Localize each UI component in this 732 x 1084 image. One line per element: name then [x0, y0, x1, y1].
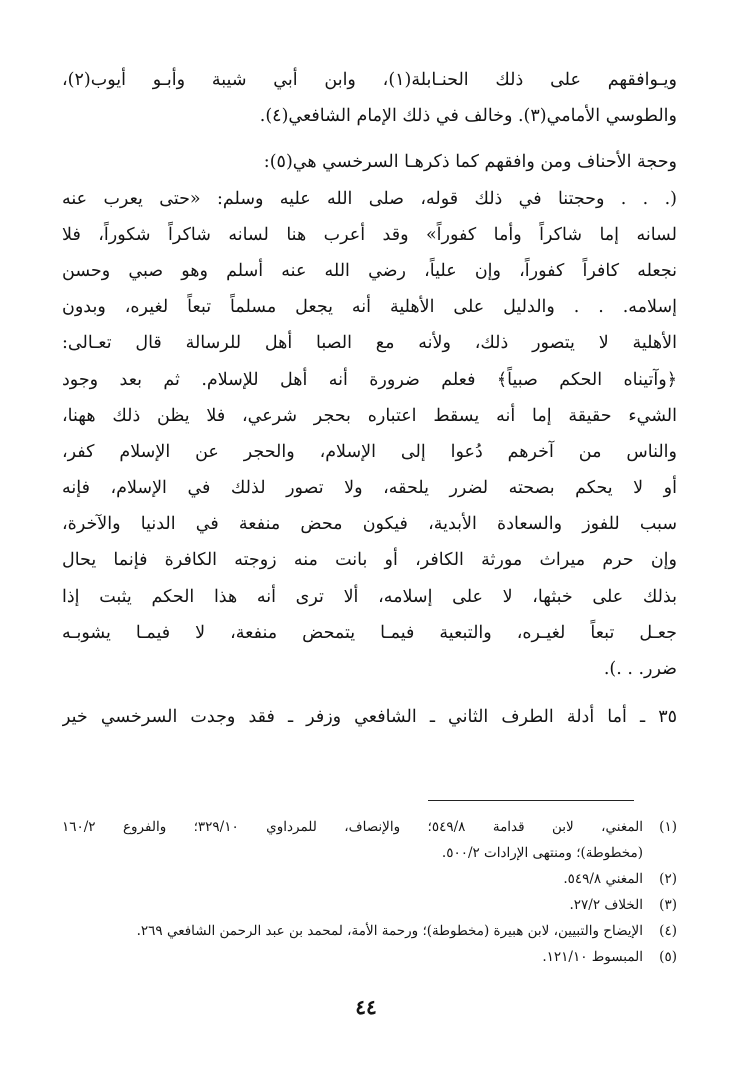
text-line: نجعله كافراً كفوراً، وإن علياً، رضي الله عنه أسلم وهو صبي وحسن — [62, 260, 677, 281]
footnote-number: (٢) — [659, 871, 677, 887]
footnote-text — [62, 918, 643, 944]
footnote-line: المغني، لابن قدامة ٥٤٩/٨؛ والإنصاف، للمرداوي ٣٢٩/١٠؛ والفروع ١٦٠/٢ — [62, 819, 643, 835]
text-line: (. . . وحجتنا في ذلك قوله، صلى الله عليه وسلم: «حتى يعرب عنه — [62, 188, 677, 209]
paragraph-1 — [62, 62, 677, 134]
paragraph-2 — [62, 144, 677, 687]
paragraph-3 — [62, 699, 677, 735]
footnote-line: المغني ٥٤٩/٨. — [563, 871, 643, 887]
footnotes — [62, 814, 677, 970]
footnote-item — [62, 892, 677, 918]
footnote-text — [62, 944, 643, 970]
footnote-text — [62, 814, 643, 866]
text-line: أو لا يحكم بصحته لضرر يلحقه، ولا تصور لذلك في الإسلام، فإنه — [62, 478, 677, 499]
text-line: سبب للفوز والسعادة الأبدية، فيكون محض منفعة في الدنيا والآخرة، — [62, 514, 677, 535]
footnote-number: (٤) — [659, 923, 677, 939]
text-line: والناس من آخرهم دُعوا إلى الإسلام، والحجر عن الإسلام كفر، — [62, 441, 677, 462]
footnote-number: (٥) — [659, 949, 677, 965]
footnote-number: (٣) — [659, 897, 677, 913]
text-line: إسلامه. . . والدليل على الأهلية أنه يجعل مسلماً تبعاً لغيره، وبدون — [62, 297, 677, 318]
footnote-text — [62, 892, 643, 918]
footnote-line: الخلاف ٢٧/٢. — [569, 897, 643, 913]
text-line: وإن حرم ميراث مورثة الكافر، أو بانت منه زوجته الكافرة فإنما يحال — [62, 550, 677, 571]
footnote-divider — [428, 800, 634, 801]
text-line: ﴿وآتيناه الحكم صبياً﴾ فعلم ضرورة أنه أهل للإسلام. ثم بعد وجود — [62, 369, 677, 390]
footnote-item — [62, 866, 677, 892]
main-text — [62, 62, 677, 735]
text-line: والطوسي الأمامي(٣). وخالف في ذلك الإمام الشافعي(٤). — [259, 106, 677, 127]
footnote-text — [62, 866, 643, 892]
footnote-item — [62, 944, 677, 970]
text-line: بذلك على خبثها، لا على إسلامه، ألا ترى أنه هذا الحكم يثبت إذا — [62, 586, 677, 607]
text-line: ضرر. . .). — [603, 659, 677, 679]
footnote-line: (مخطوطة)؛ ومنتهى الإرادات ٥٠٠/٢. — [441, 845, 643, 861]
text-line: وحجة الأحناف ومن وافقهم كما ذكرهـا السرخسي هي(٥): — [263, 152, 677, 173]
text-line: ويـوافقهم على ذلك الحنـابلة(١)، وابن أبي شيبة وأبـو أيوب(٢)، — [62, 70, 677, 90]
text-line: لسانه إما شاكراً وأما كفوراً» وقد أعرب هنا لسانه شاكراً شكوراً، فلا — [62, 224, 677, 245]
footnote-item — [62, 814, 677, 866]
text-line: الشيء حقيقة إما أنه يسقط اعتباره بحجر شرعي، فلا يظن ذلك ههنا، — [62, 405, 677, 426]
text-line: جعـل تبعاً لغيـره، والتبعية فيمـا يتمحض منفعة، لا فيمـا يشوبـه — [62, 622, 677, 643]
footnote-item — [62, 918, 677, 944]
text-line: ٣٥ ـ أما أدلة الطرف الثاني ـ الشافعي وزفر ـ فقد وجدت السرخسي خير — [62, 707, 677, 728]
footnote-number: (١) — [659, 819, 677, 835]
page-number: ٤٤ — [355, 995, 377, 1019]
footnote-line: المبسوط ١٢١/١٠. — [542, 949, 643, 965]
text-line: الأهلية لا يتصور ذلك، ولأنه مع الصبا أهل للرسالة قال تعـالى: — [62, 333, 677, 354]
footnote-line: الإيضاح والتبيين، لابن هبيرة (مخطوطة)؛ ورحمة الأمة، لمحمد بن عبد الرحمن الشافعي ٢٦٩. — [136, 923, 643, 939]
